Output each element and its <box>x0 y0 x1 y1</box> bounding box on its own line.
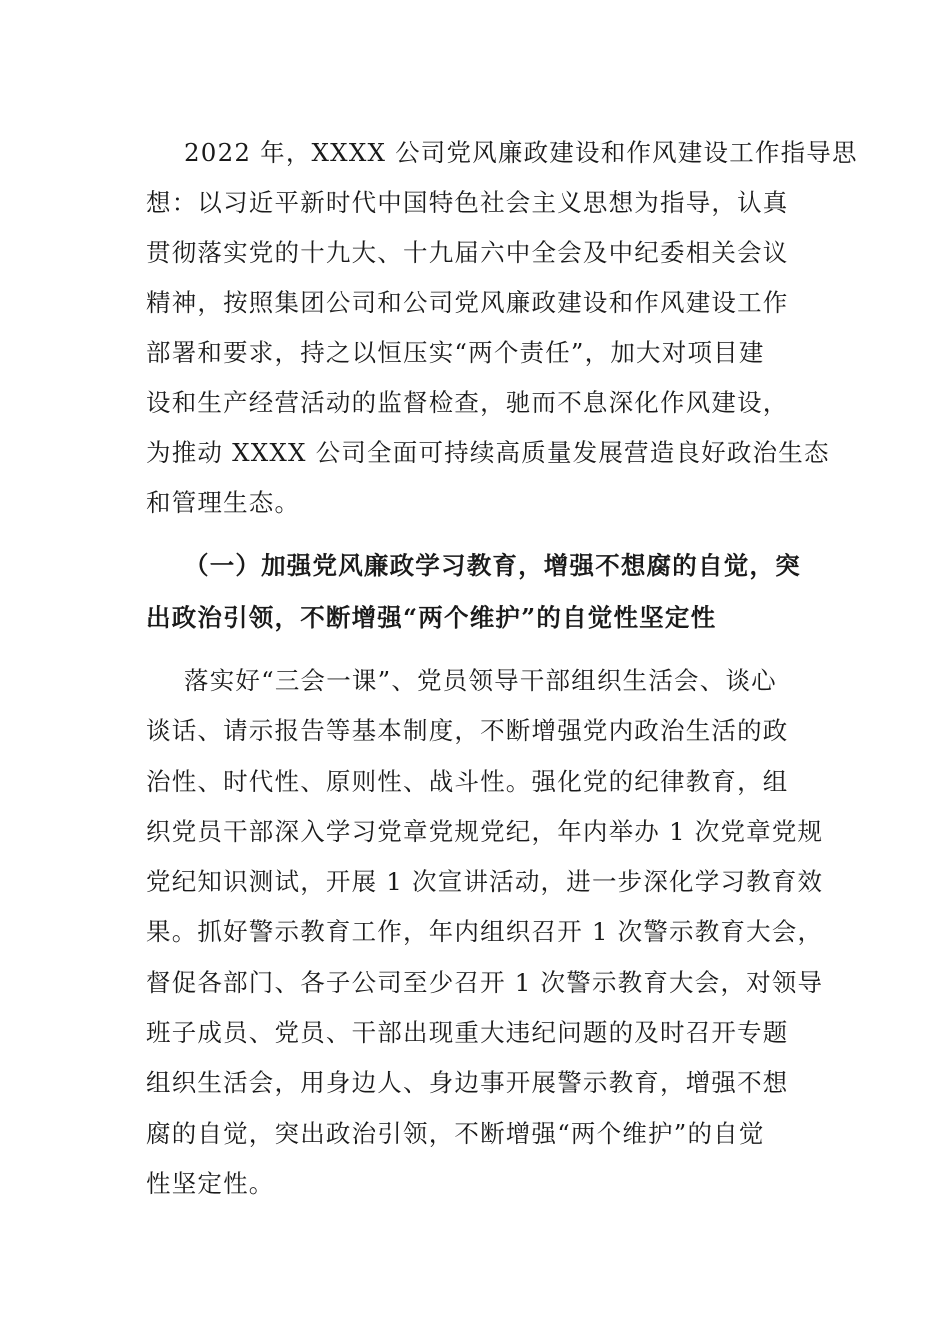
heading-line: 出政治引领，不断增强“两个维护”的自觉性坚定性 <box>146 603 717 632</box>
paragraph-line: 精神，按照集团公司和公司党风廉政建设和作风建设工作 <box>146 288 789 317</box>
paragraph-line: 设和生产经营活动的监督检查，驰而不息深化作风建设， <box>146 388 789 417</box>
paragraph-line: 为推动 XXXX 公司全面可持续高质量发展营造良好政治生态 <box>146 438 830 467</box>
paragraph-line: 2022 年，XXXX 公司党风廉政建设和作风建设工作指导思 <box>184 138 858 167</box>
paragraph-line: 治性、时代性、原则性、战斗性。强化党的纪律教育，组 <box>146 766 789 796</box>
paragraph-line: 督促各部门、各子公司至少召开 1 次警示教育大会，对领导 <box>146 967 824 997</box>
paragraph-line: 和管理生态。 <box>146 488 301 517</box>
paragraph-line: 落实好“三会一课”、党员领导干部组织生活会、谈心 <box>184 666 777 695</box>
intro-paragraph <box>146 128 858 528</box>
paragraph-line: 部署和要求，持之以恒压实“两个责任”，加大对项目建 <box>146 338 765 367</box>
paragraph-line: 谈话、请示报告等基本制度，不断增强党内政治生活的政 <box>146 716 789 746</box>
section-heading <box>146 540 806 644</box>
paragraph-line: 腐的自觉，突出政治引领，不断增强“两个维护”的自觉 <box>146 1118 765 1148</box>
section-paragraph <box>146 656 824 1209</box>
paragraph-line: 性坚定性。 <box>146 1168 275 1198</box>
paragraph-line: 果。抓好警示教育工作，年内组织召开 1 次警示教育大会， <box>146 917 824 947</box>
paragraph-line: 贯彻落实党的十九大、十九届六中全会及中纪委相关会议 <box>146 238 789 267</box>
document-body <box>146 128 858 1209</box>
paragraph-line: 党纪知识测试，开展 1 次宣讲活动，进一步深化学习教育效 <box>146 867 824 897</box>
paragraph-line: 班子成员、党员、干部出现重大违纪问题的及时召开专题 <box>146 1018 789 1048</box>
paragraph-line: 组织生活会，用身边人、身边事开展警示教育，增强不想 <box>146 1068 789 1098</box>
paragraph-line: 想：以习近平新时代中国特色社会主义思想为指导，认真 <box>146 188 789 217</box>
paragraph-line: 织党员干部深入学习党章党规党纪，年内举办 1 次党章党规 <box>146 816 824 846</box>
heading-line: （一）加强党风廉政学习教育，增强不想腐的自觉，突 <box>184 551 801 580</box>
